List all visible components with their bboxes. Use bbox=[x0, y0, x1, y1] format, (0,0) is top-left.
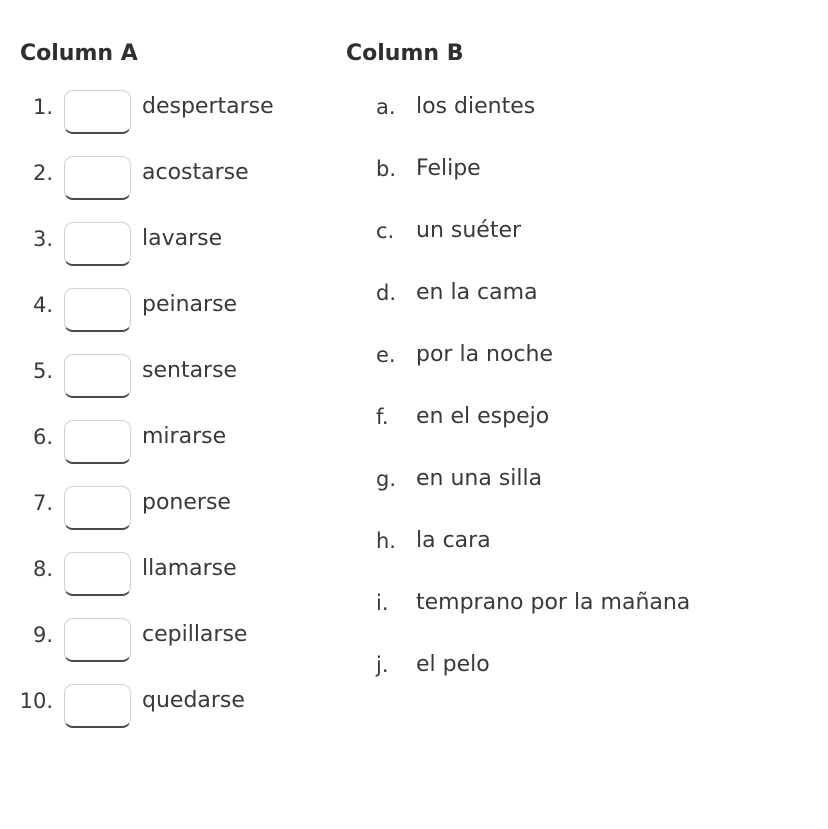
term-label: cepillarse bbox=[142, 622, 248, 647]
column-a-list bbox=[0, 88, 320, 748]
match-option: un suéter bbox=[416, 218, 522, 243]
answer-input-3[interactable] bbox=[64, 222, 131, 266]
column-a-item-2 bbox=[0, 154, 320, 220]
column-b-item-b bbox=[360, 150, 800, 212]
column-a-item-3 bbox=[0, 220, 320, 286]
answer-input-5[interactable] bbox=[64, 354, 131, 398]
column-b-item-i bbox=[360, 584, 800, 646]
item-letter: a. bbox=[376, 95, 396, 119]
column-a-item-7 bbox=[0, 484, 320, 550]
item-letter: g. bbox=[376, 467, 397, 491]
match-option: en la cama bbox=[416, 280, 538, 305]
answer-input-4[interactable] bbox=[64, 288, 131, 332]
match-option: en una silla bbox=[416, 466, 543, 491]
item-number: 7. bbox=[32, 491, 53, 515]
term-label: despertarse bbox=[142, 94, 274, 119]
item-letter: e. bbox=[376, 343, 396, 367]
column-a-item-1 bbox=[0, 88, 320, 154]
answer-input-7[interactable] bbox=[64, 486, 131, 530]
item-number: 1. bbox=[32, 95, 53, 119]
match-option: el pelo bbox=[416, 652, 490, 677]
item-number: 8. bbox=[32, 557, 53, 581]
item-letter: f. bbox=[376, 405, 389, 429]
column-a-item-6 bbox=[0, 418, 320, 484]
column-b-item-d bbox=[360, 274, 800, 336]
answer-input-9[interactable] bbox=[64, 618, 131, 662]
item-letter: b. bbox=[376, 157, 397, 181]
column-b-list bbox=[360, 88, 800, 708]
item-number: 3. bbox=[32, 227, 53, 251]
term-label: ponerse bbox=[142, 490, 231, 515]
column-b-heading: Column B bbox=[346, 41, 464, 66]
answer-input-1[interactable] bbox=[64, 90, 131, 134]
column-b-item-g bbox=[360, 460, 800, 522]
match-option: Felipe bbox=[416, 156, 481, 181]
item-number: 9. bbox=[32, 623, 53, 647]
item-number: 2. bbox=[32, 161, 53, 185]
item-number: 4. bbox=[32, 293, 53, 317]
match-option: por la noche bbox=[416, 342, 554, 367]
match-option: la cara bbox=[416, 528, 491, 553]
term-label: lavarse bbox=[142, 226, 223, 251]
column-b-item-a bbox=[360, 88, 800, 150]
column-b-item-f bbox=[360, 398, 800, 460]
column-b-item-j bbox=[360, 646, 800, 708]
column-a-item-4 bbox=[0, 286, 320, 352]
answer-input-10[interactable] bbox=[64, 684, 131, 728]
column-a-item-8 bbox=[0, 550, 320, 616]
match-option: los dientes bbox=[416, 94, 536, 119]
term-label: mirarse bbox=[142, 424, 227, 449]
term-label: peinarse bbox=[142, 292, 238, 317]
item-letter: d. bbox=[376, 281, 397, 305]
answer-input-8[interactable] bbox=[64, 552, 131, 596]
term-label: llamarse bbox=[142, 556, 237, 581]
item-number: 6. bbox=[32, 425, 53, 449]
match-option: en el espejo bbox=[416, 404, 550, 429]
column-b-item-e bbox=[360, 336, 800, 398]
term-label: sentarse bbox=[142, 358, 238, 383]
column-a-item-9 bbox=[0, 616, 320, 682]
match-option: temprano por la mañana bbox=[416, 590, 691, 615]
term-label: quedarse bbox=[142, 688, 245, 713]
answer-input-2[interactable] bbox=[64, 156, 131, 200]
item-number: 5. bbox=[32, 359, 53, 383]
column-a-heading: Column A bbox=[20, 41, 138, 66]
column-a-item-10 bbox=[0, 682, 320, 748]
column-b-item-h bbox=[360, 522, 800, 584]
column-a-item-5 bbox=[0, 352, 320, 418]
column-b-item-c bbox=[360, 212, 800, 274]
item-letter: j. bbox=[376, 653, 389, 677]
item-number: 10. bbox=[19, 689, 53, 713]
answer-input-6[interactable] bbox=[64, 420, 131, 464]
item-letter: h. bbox=[376, 529, 396, 553]
item-letter: i. bbox=[376, 591, 389, 615]
term-label: acostarse bbox=[142, 160, 249, 185]
item-letter: c. bbox=[376, 219, 395, 243]
